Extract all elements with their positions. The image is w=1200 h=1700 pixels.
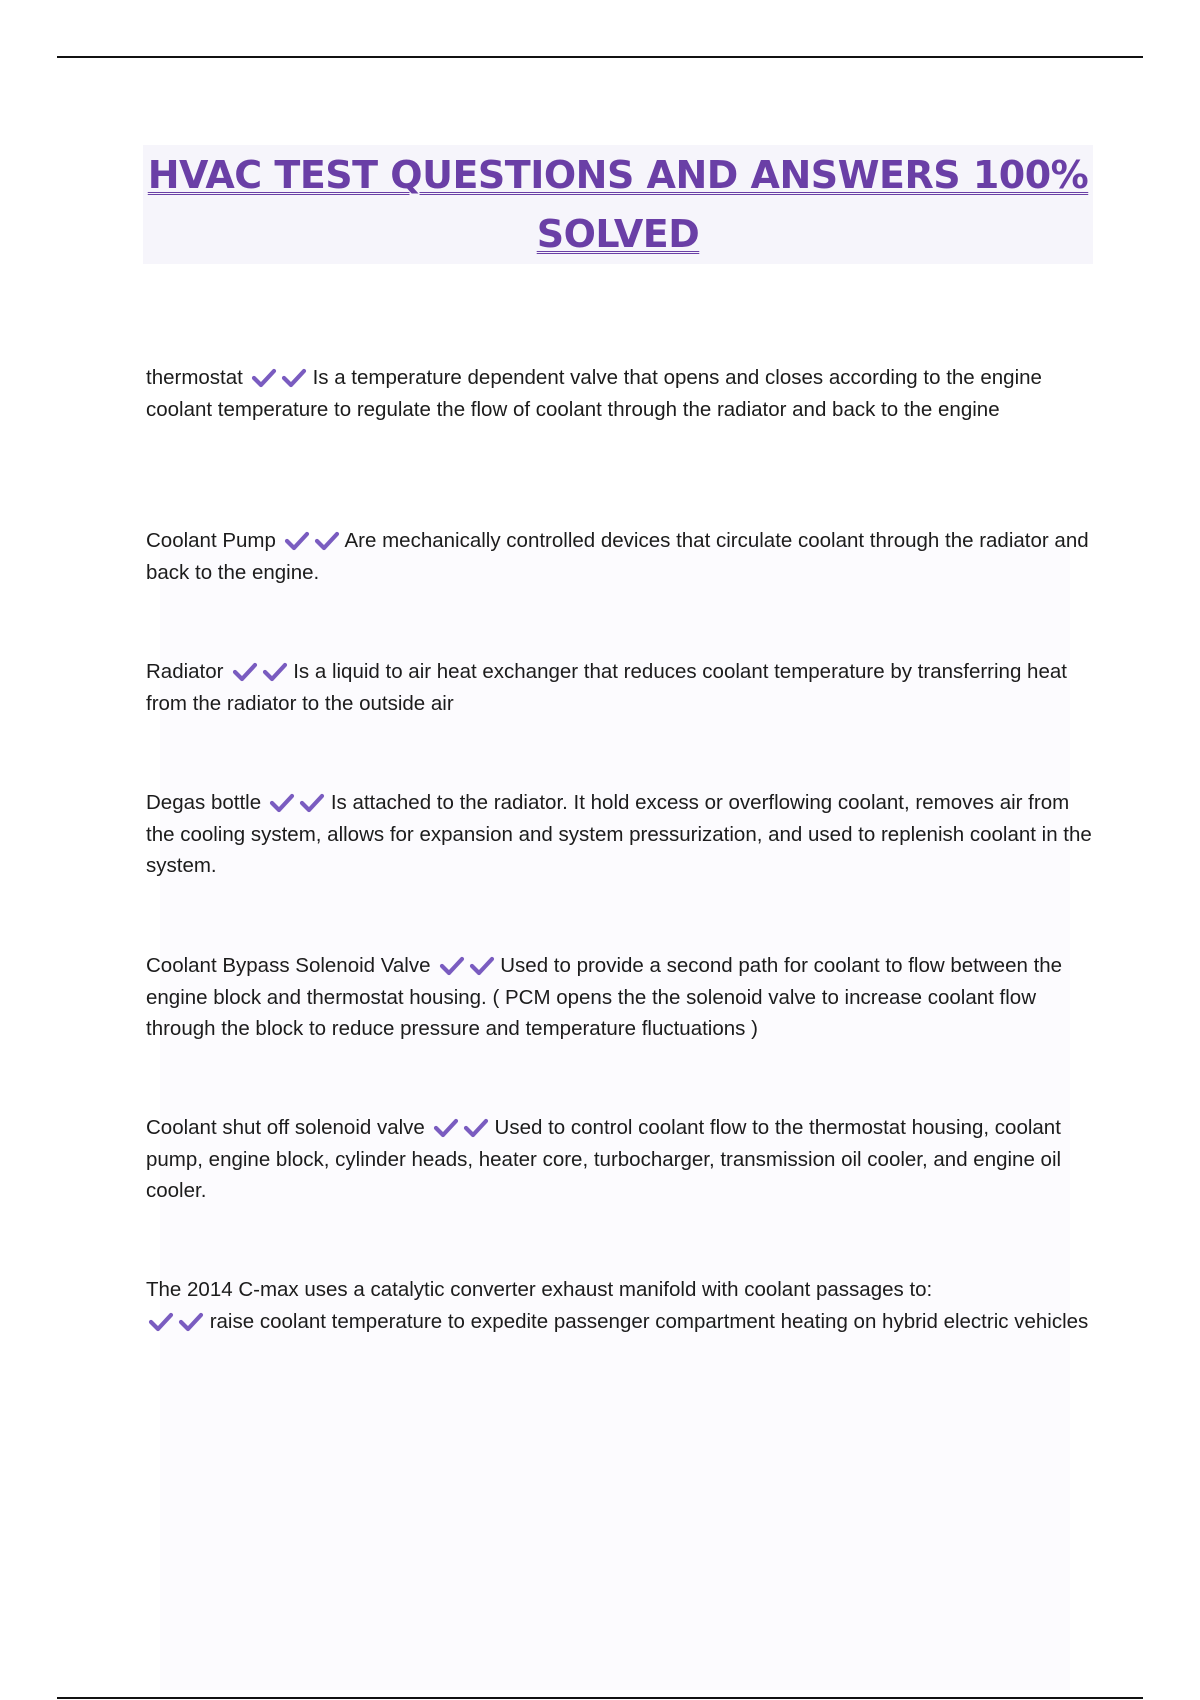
checkmark-icon	[439, 956, 465, 976]
checkmark-icon	[269, 793, 295, 813]
checkmark-icon	[232, 662, 258, 682]
qa-term: Coolant Bypass Solenoid Valve	[146, 954, 431, 977]
title-box	[143, 145, 1093, 264]
checkmark-icon	[433, 1118, 459, 1138]
checkmark-icon	[469, 956, 495, 976]
checkmark-icon	[314, 531, 340, 551]
qa-answer: Used to control coolant flow to the thermostat housing, coolant pump, engine block, cylinder heads, heater core, turbocharger, transmission oil cooler, and engine oil cooler.	[146, 1116, 1062, 1202]
qa-item	[146, 362, 1096, 425]
qa-item	[146, 950, 1096, 1045]
qa-term: Coolant shut off solenoid valve	[146, 1116, 425, 1139]
qa-answer: Is attached to the radiator. It hold excess or overflowing coolant, removes air from the cooling system, allows for expansion and system pressurization, and used to replenish coolant in the system.	[146, 791, 1092, 877]
qa-answer: Are mechanically controlled devices that circulate coolant through the radiator and back to the engine.	[146, 529, 1089, 584]
checkmark-icon	[281, 368, 307, 388]
qa-term: Coolant Pump	[146, 529, 276, 552]
checkmark-icon	[299, 793, 325, 813]
qa-item	[146, 1112, 1096, 1207]
top-rule	[57, 56, 1143, 58]
qa-answer: Is a temperature dependent valve that opens and closes according to the engine coolant temperature to regulate the flow of coolant through the radiator and back to the engine	[146, 366, 1042, 421]
checkmark-icon	[148, 1312, 174, 1332]
checkmark-icon	[178, 1312, 204, 1332]
bottom-rule	[57, 1697, 1143, 1699]
checkmark-icon	[463, 1118, 489, 1138]
qa-item	[146, 787, 1096, 882]
qa-term: Degas bottle	[146, 791, 262, 814]
qa-answer: Used to provide a second path for coolant to flow between the engine block and thermostat housing. ( PCM opens the the solenoid valve to increase coolant flow through the block to reduce pressure and temperature fluctuations )	[146, 954, 1063, 1040]
qa-item	[146, 525, 1096, 588]
qa-answer: raise coolant temperature to expedite passenger compartment heating on hybrid electric vehicles	[209, 1309, 1089, 1333]
qa-answer: Is a liquid to air heat exchanger that reduces coolant temperature by transferring heat from the radiator to the outside air	[146, 660, 1067, 715]
qa-item	[146, 656, 1096, 719]
checkmark-icon	[262, 662, 288, 682]
qa-term: Radiator	[146, 660, 224, 683]
qa-term: The 2014 C-max uses a catalytic converter exhaust manifold with coolant passages to:	[146, 1278, 933, 1301]
qa-item	[146, 1274, 1096, 1337]
checkmark-icon	[251, 368, 277, 388]
document-title: HVAC TEST QUESTIONS AND ANSWERS 100% SOLVED	[147, 152, 1089, 256]
checkmark-icon	[284, 531, 310, 551]
qa-term: thermostat	[146, 366, 243, 389]
